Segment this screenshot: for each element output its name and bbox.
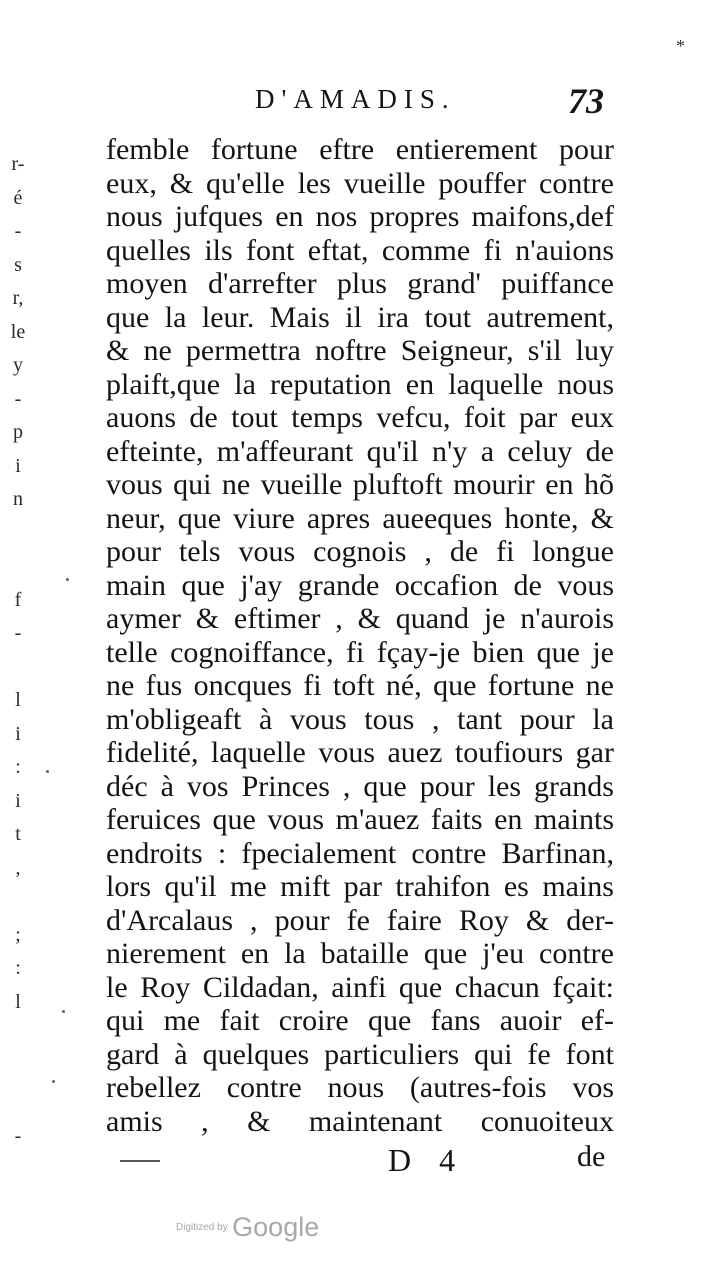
page-number: 73 (568, 81, 604, 121)
margin-char: l (15, 689, 21, 711)
text-line: fidelité, laquelle vous auez toufiours gar (106, 736, 614, 769)
margin-char: r, (12, 287, 24, 309)
text-line: eux, & qu'elle les vueille pouffer contre (106, 166, 614, 200)
text-line: que la leur. Mais il ira tout autrement, (106, 300, 614, 334)
margin-char: t (15, 823, 21, 845)
margin-char: le (10, 320, 26, 343)
speck (52, 1080, 55, 1083)
watermark-logo: Google (232, 1212, 320, 1242)
speck (46, 770, 49, 773)
text-line: amis , & maintenant conuoiteux (106, 1104, 614, 1138)
footer-rule-mark (120, 1160, 160, 1162)
text-line: aymer & eftimer , & quand je n'aurois (106, 602, 614, 635)
margin-char: i (15, 722, 21, 745)
speck (66, 578, 69, 581)
margin-char (6, 517, 30, 551)
text-line: nous jufques en nos propres maifons,def (106, 200, 614, 233)
catchword: de (577, 1140, 606, 1173)
watermark-small-text: Digitized by (176, 1222, 228, 1233)
speck (62, 1010, 65, 1013)
margin-char: : (15, 756, 21, 778)
margin-char: s (14, 253, 22, 276)
margin-char: , (15, 856, 21, 879)
text-line: auons de tout temps vefcu, foit par eux (106, 401, 614, 434)
text-line: telle cognoiffance, fi fçay-je bien que je (106, 635, 614, 669)
text-line: pour tels vous cognois , de fi longue (106, 535, 614, 568)
text-line: endroits : fpecialement contre Barfinan, (106, 836, 614, 870)
body-text (106, 133, 614, 1138)
text-line: & ne permettra noftre Seigneur, s'il luy (106, 334, 614, 367)
margin-char (6, 885, 30, 919)
margin-char: - (14, 220, 22, 242)
margin-char (6, 651, 30, 685)
margin-char: r- (11, 153, 25, 175)
text-line: qui me fait croire que fans auoir ef- (106, 1004, 614, 1037)
text-line: moyen d'arrefter plus grand' puiffance (106, 267, 614, 300)
corner-mark: * (676, 36, 685, 56)
text-line: feruices que vous m'auez faits en maints (106, 803, 614, 836)
text-line: nierement en la bataille que j'eu contre (106, 937, 614, 970)
margin-char (6, 550, 30, 584)
text-line: neur, que viure apres aueeques honte, & (106, 501, 614, 535)
margin-char (6, 1019, 30, 1053)
text-line: femble fortune eftre entierement pour (106, 133, 614, 166)
margin-char: n (13, 488, 23, 510)
margin-char: p (13, 421, 23, 443)
margin-char: - (14, 1124, 22, 1147)
text-line: efteinte, m'affeurant qu'il n'y a celuy de (106, 434, 614, 468)
margin-char: y (13, 354, 23, 376)
margin-char: ; (15, 923, 21, 946)
margin-char: - (14, 387, 22, 410)
running-head: D'AMADIS. (255, 84, 456, 114)
margin-char: l (15, 990, 21, 1013)
text-line: le Roy Cildadan, ainfi que chacun fçait: (106, 970, 614, 1004)
signature-mark: D 4 (388, 1142, 466, 1178)
text-line: lors qu'il me mift par trahifon es mains (106, 870, 614, 903)
text-line: m'obligeaft à vous tous , tant pour la (106, 702, 614, 736)
margin-char: é (13, 186, 23, 209)
margin-char: i (15, 789, 21, 812)
margin-char: f (14, 588, 22, 611)
text-line: gard à quelques particuliers qui fe font (106, 1037, 614, 1071)
margin-char (6, 1086, 30, 1120)
margin-char: i (15, 454, 21, 477)
text-line: quelles ils font eftat, comme fi n'auions (106, 233, 614, 267)
margin-char: : (15, 957, 21, 979)
text-line: ne fus oncques fi toft né, que fortune ne (106, 669, 614, 702)
text-line: main que j'ay grande occafion de vous (106, 568, 614, 602)
google-watermark (176, 1212, 319, 1243)
text-line: plaift,que la reputation en laquelle nous (106, 367, 614, 401)
text-line: déc à vos Princes , que pour les grands (106, 769, 614, 803)
left-margin-bleed (6, 148, 30, 1153)
text-line: vous qui ne vueille pluftoft mourir en hõ (106, 468, 614, 501)
text-line: d'Arcalaus , pour fe faire Roy & der- (106, 903, 614, 937)
text-line: rebellez contre nous (autres-fois vos (106, 1071, 614, 1104)
margin-char: - (14, 622, 22, 644)
margin-char (6, 1053, 30, 1087)
